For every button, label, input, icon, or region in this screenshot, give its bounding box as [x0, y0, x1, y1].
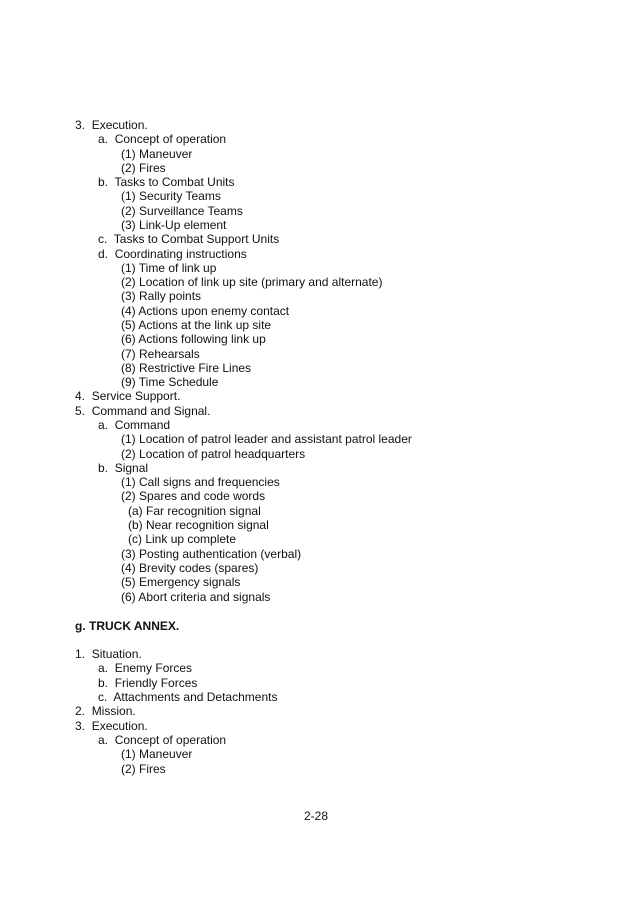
outline-item-l3: (3) Posting authentication (verbal) [121, 547, 302, 561]
outline-item-l3: (2) Surveillance Teams [121, 204, 243, 218]
outline-item-l2: a. Concept of operation [98, 733, 227, 747]
outline-item-l2: b. Tasks to Combat Units [98, 175, 235, 189]
outline-item-l4: (a) Far recognition signal [128, 504, 261, 518]
outline-item-l1: 1. Situation. [75, 647, 142, 661]
outline-item-l2: c. Tasks to Combat Support Units [98, 232, 280, 246]
outline-item-l2: a. Command [98, 418, 171, 432]
outline-item-l4: (b) Near recognition signal [128, 518, 269, 532]
outline-item-l3: (3) Rally points [121, 289, 202, 303]
outline-item-l2: c. Attachments and Detachments [98, 690, 278, 704]
outline-item-l3: (5) Actions at the link up site [121, 318, 272, 332]
outline-item-l3: (2) Spares and code words [121, 489, 266, 503]
outline-item-l3: (1) Maneuver [121, 747, 193, 761]
outline-item-l3: (4) Actions upon enemy contact [121, 304, 290, 318]
outline-item-l2: a. Enemy Forces [98, 661, 193, 675]
outline-item-l2: d. Coordinating instructions [98, 247, 247, 261]
outline-item-l3: (2) Location of link up site (primary and alternate) [121, 275, 383, 289]
outline-item-l3: (7) Rehearsals [121, 347, 200, 361]
outline-item-l3: (1) Maneuver [121, 147, 193, 161]
outline-item-l2: b. Signal [98, 461, 149, 475]
outline-item-l1: 2. Mission. [75, 704, 136, 718]
outline-item-l3: (1) Location of patrol leader and assistant patrol leader [121, 432, 412, 446]
outline-item-l3: (1) Time of link up [121, 261, 217, 275]
outline-item-l1: 3. Execution. [75, 719, 148, 733]
outline-item-l3: (1) Call signs and frequencies [121, 475, 280, 489]
outline-item-l3: (3) Link-Up element [121, 218, 227, 232]
outline-item-l3: (6) Abort criteria and signals [121, 590, 271, 604]
outline-item-l2: a. Concept of operation [98, 132, 227, 146]
outline-item-l3: (2) Fires [121, 762, 166, 776]
outline-item-l3: (4) Brevity codes (spares) [121, 561, 259, 575]
outline-item-l3: (1) Security Teams [121, 189, 221, 203]
outline-item-l3: (8) Restrictive Fire Lines [121, 361, 252, 375]
outline-item-l3: (2) Location of patrol headquarters [121, 447, 306, 461]
outline-item-l3: (9) Time Schedule [121, 375, 219, 389]
outline-item-l3: (6) Actions following link up [121, 332, 266, 346]
section-heading: g. TRUCK ANNEX. [75, 619, 180, 633]
outline-item-l1: 3. Execution. [75, 118, 148, 132]
outline-item-l1: 5. Command and Signal. [75, 404, 211, 418]
outline-item-l2: b. Friendly Forces [98, 676, 198, 690]
outline-item-l3: (5) Emergency signals [121, 575, 241, 589]
outline-item-l4: (c) Link up complete [128, 532, 237, 546]
page-number: 2-28 [304, 809, 329, 823]
outline-item-l3: (2) Fires [121, 161, 166, 175]
outline-item-l1: 4. Service Support. [75, 389, 181, 403]
